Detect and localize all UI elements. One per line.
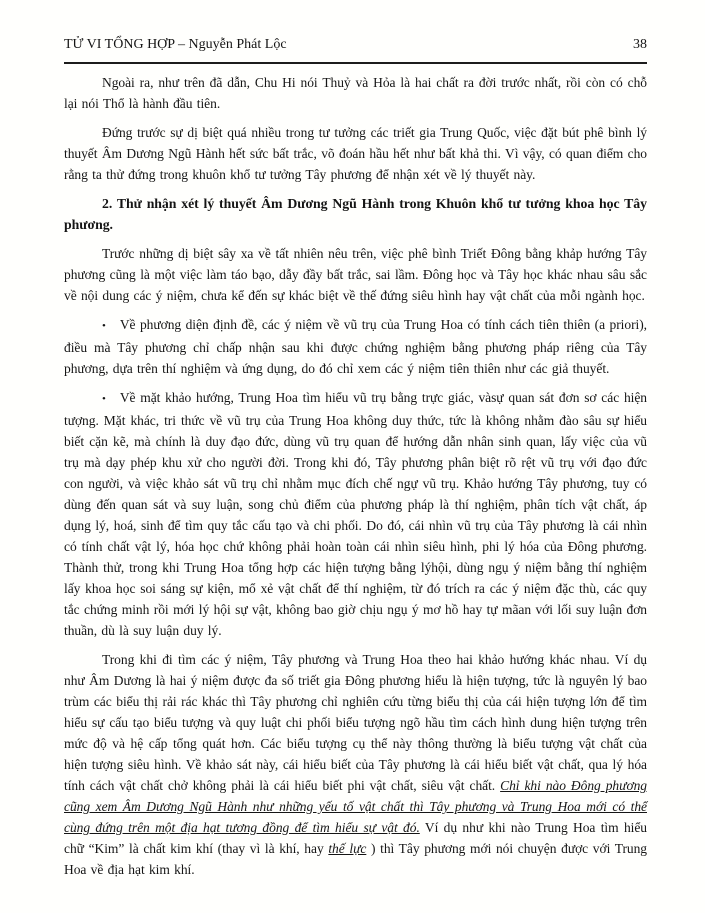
bullet-icon: • (102, 393, 106, 405)
emphasized-sentence: Chỉ khi nào Đông phương cũng xem Âm Dương Ngũ Hành như những yếu tố vật chất thì Tây phương và Trung Hoa mới có thể cùng đứng trên một địa hạt tương đồng để tìm hiểu sự vật đó. (64, 778, 647, 835)
bullet-item-text: Về phương diện định đề, các ý niệm về vũ trụ của Trung Hoa có tính cách tiên thiên (a priori), điều mà Tây phương chỉ chấp nhận sau khi được chứng nghiệm bằng phương pháp riêng của Tây phương, dựa trên thí nghiệm và ứng dụng, do đó chỉ xem các ý niệm tiên thiên như các giả thuyết. (64, 317, 647, 376)
bullet-icon: • (102, 320, 106, 332)
emphasized-term: thế lực (328, 841, 367, 856)
paragraph-overview: Trước những dị biệt sây xa về tất nhiên nêu trên, việc phê bình Triết Đông bằng khảp hướng Tây phương cũng là một việc làm táo bạo, dẫy đầy bất trắc, sai lầm. Đông học và Tây học khác nhau sâu sắc về nội dung các ý niệm, chưa kể đến sự khác biệt về thế đứng siêu hình hay vật chất của mỗi ngành học. (64, 246, 647, 303)
paragraph-text: ) thì Tây phương mới nói chuyện được với Trung Hoa về địa hạt kim khí. (64, 841, 647, 877)
bullet-item-method (64, 387, 647, 641)
paragraph-comparison (64, 649, 647, 880)
header-divider (64, 62, 647, 64)
page-header (64, 36, 647, 54)
paragraph-text: Ví dụ như khi nào Trung Hoa tìm hiểu chữ “Kim” là chất kim khí (thay vì là khí, hay (64, 820, 647, 856)
paragraph-intro: Ngoài ra, như trên đã dẫn, Chu Hi nói Thuỷ và Hỏa là hai chất ra đời trước nhất, rồi còn có chỗ lại nói Thổ là hành đầu tiên. (64, 75, 647, 111)
paragraph-context: Đứng trước sự dị biệt quá nhiều trong tư tưởng các triết gia Trung Quốc, việc đặt bút phê bình lý thuyết Âm Dương Ngũ Hành hết sức bất trắc, võ đoán hầu hết như bất khả thi. Vì vậy, có quan điểm cho rằng ta thử đứng trong khuôn khổ tư tưởng Tây phương để nhận xét về lý thuyết này. (64, 125, 647, 182)
bullet-item-premise (64, 314, 647, 379)
section-heading: 2. Thử nhận xét lý thuyết Âm Dương Ngũ Hành trong Khuôn khổ tư tưởng khoa học Tây phương. (64, 196, 647, 232)
page-content (64, 36, 647, 880)
paragraph-text: Trong khi đi tìm các ý niệm, Tây phương và Trung Hoa theo hai khảo hướng khác nhau. Ví dụ như Âm Dương là hai ý niệm được đa số triết gia Đông phương hiểu là hiện tượng, tức là nguyên lý bao trùm các biểu thị rải rác khác thì Tây phương chỉ nghiên cứu từng biểu thị của cái hiện tượng lớn để tìm hiểu sự cấu tạo biểu tượng và quy luật chi phối biểu tượng ngõ hầu tìm cách hình dung hiện tượng trên mức độ và hệ cấp tổng quát hơn. Các biểu tượng cụ thể này thông thường là biểu tượng vật chất của hiện tượng siêu hình. Về khảo sát này, cái hiểu biết của Tây phương là cái hiểu biết vật chất, qua lý hóa tính cách vật chất chở không phải là cái hiểu biết phi vật chất, siêu vật chất. (64, 652, 647, 793)
book-title: TỬ VI TỔNG HỢP – Nguyễn Phát Lộc (64, 37, 287, 52)
bullet-item-text: Về mặt khảo hướng, Trung Hoa tìm hiểu vũ trụ bằng trực giác, vàsự quan sát đơn sơ các hiện tượng. Mặt khác, tri thức về vũ trụ của Trung Hoa không duy thức, tức là không nhằm đào sâu sự hiểu biết cặn kẽ, mà chính là duy đạo đức, dùng vũ trụ quan để hướng dẫn nhân sinh quan, lấy việc của vũ trụ mà dạy phép khu xử cho người đời. Trong khi đó, Tây phương phân biệt rõ rệt vũ trụ với đạo đức con người, và việc khảo sát vũ trụ chỉ nhằm mục đích chế ngự vũ trụ. Khảo hướng Tây phương, tuy có dùng đến quan sát và suy luận, song chủ điểm của phương pháp là thí nghiệm, phân tích vật chất, áp dụng lý, hoá, sinh để tìm quy tắc cấu tạo và chi phối. Do đó, cái nhìn vũ trụ của Tây phương là cái nhìn có tính chất vật lý, hóa học chứ không phải hoàn toàn cái nhìn siêu hình, phi lý hóa của Đông phương. Thành thử, trong khi Trung Hoa tổng hợp các hiện tượng bằng lýhội, dùng ngụ ý niệm bằng thí nghiệm lấy khoa học soi sáng sự kiện, mổ xẻ vật chất để thí nghiệm, từ đó trích ra các ý niệm đặc thù, các quy tắc chứng minh rồi mới lý hội sự vật, không bao giờ chịu ngụ ý mơ hồ hay tự mãan với lối suy luận đơn thuần, dù là suy luận duy lý. (64, 390, 647, 638)
page-number: 38 (633, 37, 647, 52)
